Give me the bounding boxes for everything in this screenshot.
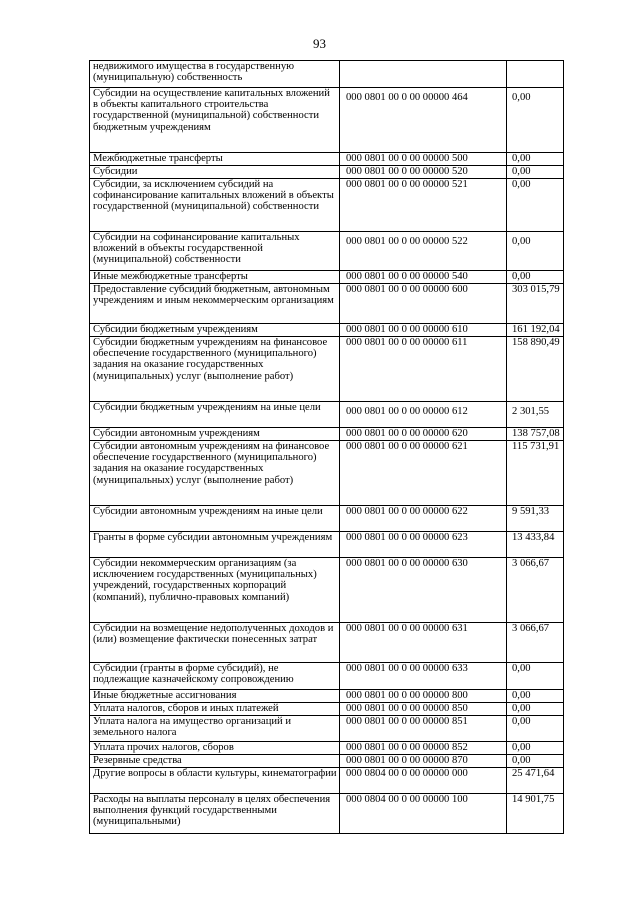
row-amount-cell: 0,00 [507, 232, 564, 271]
row-code-cell: 000 0801 00 0 00 00000 621 [340, 441, 507, 506]
row-code-cell: 000 0801 00 0 00 00000 852 [340, 742, 507, 755]
row-amount-cell: 161 192,04 [507, 324, 564, 337]
row-code-cell: 000 0801 00 0 00 00000 800 [340, 690, 507, 703]
row-amount-cell [507, 61, 564, 88]
row-amount-cell: 13 433,84 [507, 532, 564, 558]
row-code-cell: 000 0801 00 0 00 00000 610 [340, 324, 507, 337]
page-number: 93 [313, 36, 326, 51]
table-row [90, 768, 564, 794]
row-name-cell: Субсидии автономным учреждениям [90, 428, 340, 441]
row-code-cell: 000 0801 00 0 00 00000 851 [340, 716, 507, 742]
row-amount-cell: 9 591,33 [507, 506, 564, 532]
row-amount-cell: 0,00 [507, 742, 564, 755]
table-row [90, 441, 564, 506]
row-amount-cell: 158 890,49 [507, 337, 564, 402]
table-row [90, 794, 564, 834]
row-code-cell: 000 0801 00 0 00 00000 870 [340, 755, 507, 768]
table-row [90, 690, 564, 703]
row-code-cell: 000 0801 00 0 00 00000 633 [340, 663, 507, 690]
row-code-cell: 000 0804 00 0 00 00000 100 [340, 794, 507, 834]
row-name-cell: недвижимого имущества в государственную (муниципальную) собственность [90, 61, 340, 88]
row-name-cell: Субсидии некоммерческим организациям (за исключением государственных (муниципальных) учреждений, государственных корпораций (компаний), публично-правовых компаний) [90, 558, 340, 623]
table-row [90, 623, 564, 663]
row-name-cell: Уплата налога на имущество организаций и земельного налога [90, 716, 340, 742]
row-name-cell: Субсидии [90, 166, 340, 179]
table-row [90, 179, 564, 232]
row-name-cell: Другие вопросы в области культуры, кинематографии [90, 768, 340, 794]
row-code-cell [340, 61, 507, 88]
table-row [90, 532, 564, 558]
row-amount-cell: 0,00 [507, 179, 564, 232]
row-code-cell: 000 0801 00 0 00 00000 520 [340, 166, 507, 179]
row-amount-cell: 3 066,67 [507, 558, 564, 623]
row-amount-cell: 0,00 [507, 88, 564, 153]
row-amount-cell: 0,00 [507, 153, 564, 166]
table-row [90, 271, 564, 284]
row-name-cell: Субсидии автономным учреждениям на иные цели [90, 506, 340, 532]
row-code-cell: 000 0801 00 0 00 00000 521 [340, 179, 507, 232]
table-row [90, 61, 564, 88]
row-amount-cell: 303 015,79 [507, 284, 564, 324]
row-amount-cell: 0,00 [507, 166, 564, 179]
row-name-cell: Резервные средства [90, 755, 340, 768]
row-amount-cell: 2 301,55 [507, 402, 564, 428]
row-name-cell: Субсидии автономным учреждениям на финансовое обеспечение государственного (муниципального) задания на оказание государственных (муниципальных) услуг (выполнение работ) [90, 441, 340, 506]
table-row [90, 166, 564, 179]
row-amount-cell: 25 471,64 [507, 768, 564, 794]
row-code-cell: 000 0801 00 0 00 00000 464 [340, 88, 507, 153]
row-code-cell: 000 0801 00 0 00 00000 620 [340, 428, 507, 441]
row-amount-cell: 0,00 [507, 271, 564, 284]
table-row [90, 558, 564, 623]
row-code-cell: 000 0804 00 0 00 00000 000 [340, 768, 507, 794]
row-name-cell: Субсидии на возмещение недополученных доходов и (или) возмещение фактически понесенных затрат [90, 623, 340, 663]
row-amount-cell: 0,00 [507, 690, 564, 703]
table-row [90, 232, 564, 271]
row-amount-cell: 0,00 [507, 703, 564, 716]
table-row [90, 428, 564, 441]
row-name-cell: Уплата прочих налогов, сборов [90, 742, 340, 755]
table-row [90, 742, 564, 755]
row-name-cell: Предоставление субсидий бюджетным, автономным учреждениям и иным некоммерческим организациям [90, 284, 340, 324]
table-row [90, 703, 564, 716]
row-name-cell: Иные бюджетные ассигнования [90, 690, 340, 703]
table-row [90, 324, 564, 337]
row-name-cell: Субсидии бюджетным учреждениям на финансовое обеспечение государственного (муниципального) задания на оказание государственных (муниципальных) услуг (выполнение работ) [90, 337, 340, 402]
budget-table [89, 60, 564, 834]
table-row [90, 337, 564, 402]
row-amount-cell: 138 757,08 [507, 428, 564, 441]
row-name-cell: Субсидии (гранты в форме субсидий), не подлежащие казначейскому сопровождению [90, 663, 340, 690]
row-code-cell: 000 0801 00 0 00 00000 611 [340, 337, 507, 402]
table-row [90, 153, 564, 166]
row-name-cell: Иные межбюджетные трансферты [90, 271, 340, 284]
row-code-cell: 000 0801 00 0 00 00000 631 [340, 623, 507, 663]
row-code-cell: 000 0801 00 0 00 00000 623 [340, 532, 507, 558]
row-code-cell: 000 0801 00 0 00 00000 622 [340, 506, 507, 532]
row-amount-cell: 0,00 [507, 755, 564, 768]
row-code-cell: 000 0801 00 0 00 00000 500 [340, 153, 507, 166]
table-row [90, 88, 564, 153]
row-name-cell: Субсидии на софинансирование капитальных вложений в объекты государственной (муниципальной) собственности [90, 232, 340, 271]
row-name-cell: Субсидии бюджетным учреждениям [90, 324, 340, 337]
row-amount-cell: 3 066,67 [507, 623, 564, 663]
table-row [90, 663, 564, 690]
row-code-cell: 000 0801 00 0 00 00000 850 [340, 703, 507, 716]
row-amount-cell: 0,00 [507, 716, 564, 742]
row-code-cell: 000 0801 00 0 00 00000 600 [340, 284, 507, 324]
row-name-cell: Уплата налогов, сборов и иных платежей [90, 703, 340, 716]
row-code-cell: 000 0801 00 0 00 00000 630 [340, 558, 507, 623]
table-row [90, 506, 564, 532]
row-amount-cell: 14 901,75 [507, 794, 564, 834]
row-name-cell: Межбюджетные трансферты [90, 153, 340, 166]
row-code-cell: 000 0801 00 0 00 00000 612 [340, 402, 507, 428]
row-name-cell: Гранты в форме субсидии автономным учреждениям [90, 532, 340, 558]
row-code-cell: 000 0801 00 0 00 00000 540 [340, 271, 507, 284]
table-row [90, 716, 564, 742]
row-name-cell: Расходы на выплаты персоналу в целях обеспечения выполнения функций государственными (муниципальными) [90, 794, 340, 834]
row-name-cell: Субсидии, за исключением субсидий на софинансирование капитальных вложений в объекты государственной (муниципальной) собственности [90, 179, 340, 232]
row-name-cell: Субсидии бюджетным учреждениям на иные цели [90, 402, 340, 428]
row-name-cell: Субсидии на осуществление капитальных вложений в объекты капитального строительства государственной (муниципальной) собственности бюджетным учреждениям [90, 88, 340, 153]
table-row [90, 284, 564, 324]
row-amount-cell: 0,00 [507, 663, 564, 690]
row-amount-cell: 115 731,91 [507, 441, 564, 506]
row-code-cell: 000 0801 00 0 00 00000 522 [340, 232, 507, 271]
table-row [90, 402, 564, 428]
table-row [90, 755, 564, 768]
